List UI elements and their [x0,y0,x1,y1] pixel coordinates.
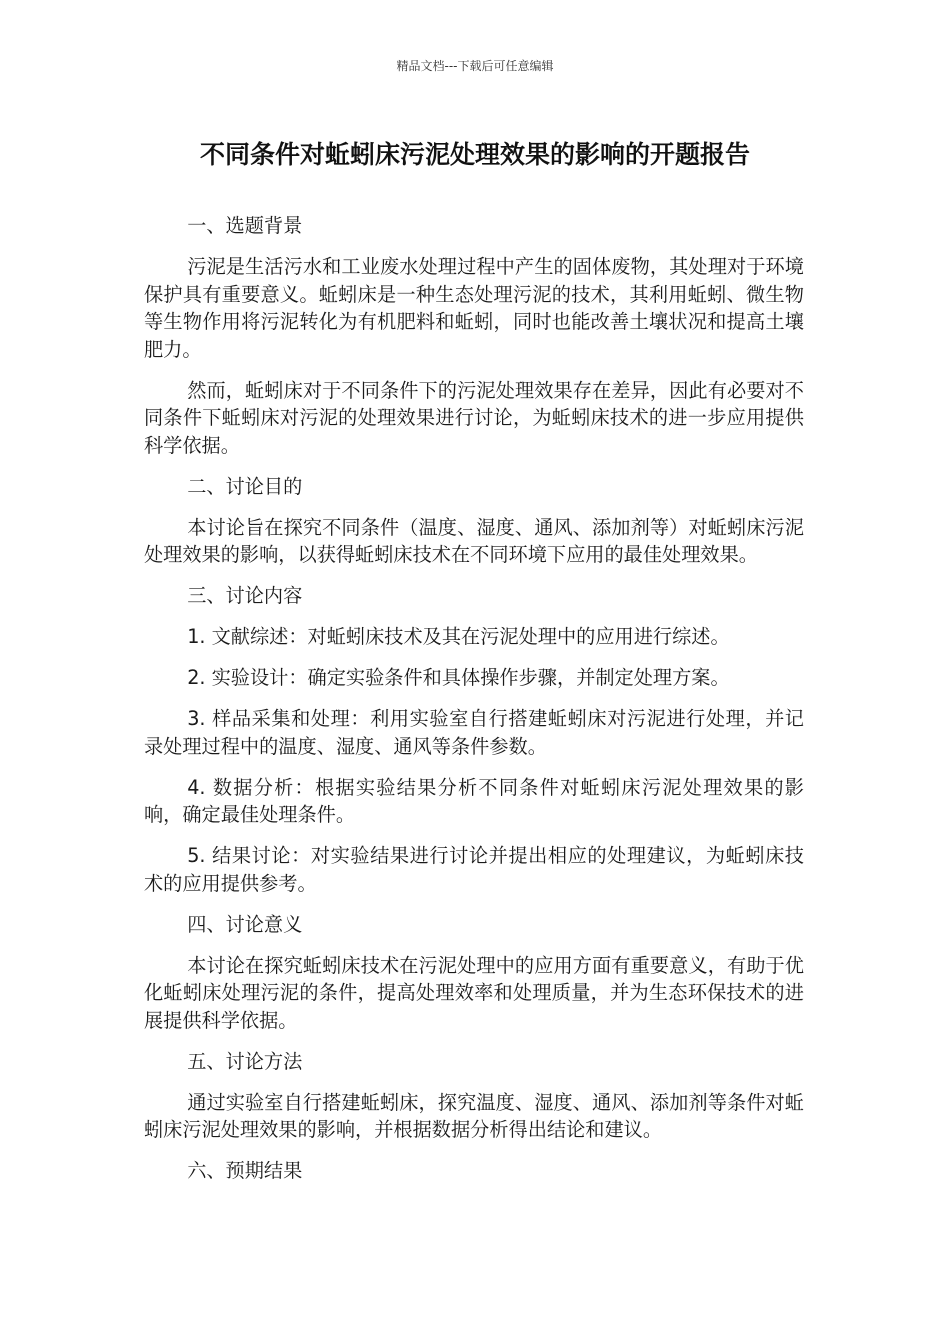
list-item: 3. 样品采集和处理：利用实验室自行搭建蚯蚓床对污泥进行处理，并记录处理过程中的温度、湿度、通风等条件参数。 [144,707,804,758]
paragraph: 通过实验室自行搭建蚯蚓床，探究温度、湿度、通风、添加剂等条件对蚯蚓床污泥处理效果的影响，并根据数据分析得出结论和建议。 [144,1090,804,1141]
list-item: 2. 实验设计：确定实验条件和具体操作步骤，并制定处理方案。 [187,666,730,689]
document-title: 不同条件对蚯蚓床污泥处理效果的影响的开题报告 [199,140,750,169]
section-heading-background: 一、选题背景 [187,214,303,237]
section-heading-purpose: 二、讨论目的 [187,474,303,498]
section-heading-method: 五、讨论方法 [187,1049,303,1073]
header-note: 精品文档---下载后可任意编辑 [396,59,554,73]
list-item: 5. 结果讨论：对实验结果进行讨论并提出相应的处理建议，为蚯蚓床技术的应用提供参考。 [144,844,804,895]
section-heading-significance: 四、讨论意义 [187,912,303,936]
list-item: 4. 数据分析：根据实验结果分析不同条件对蚯蚓床污泥处理效果的影响，确定最佳处理条件。 [144,775,804,826]
section-heading-content: 三、讨论内容 [187,584,303,607]
list-item: 1. 文献综述：对蚯蚓床技术及其在污泥处理中的应用进行综述。 [187,625,730,648]
paragraph: 本讨论旨在探究不同条件（温度、湿度、通风、添加剂等）对蚯蚓床污泥处理效果的影响，以获得蚯蚓床技术在不同环境下应用的最佳处理效果。 [144,515,804,566]
paragraph: 然而，蚯蚓床对于不同条件下的污泥处理效果存在差异，因此有必要对不同条件下蚯蚓床对污泥的处理效果进行讨论，为蚯蚓床技术的进一步应用提供科学依据。 [144,378,804,457]
paragraph: 本讨论在探究蚯蚓床技术在污泥处理中的应用方面有重要意义，有助于优化蚯蚓床处理污泥的条件，提高处理效率和处理质量，并为生态环保技术的进展提供科学依据。 [144,953,804,1032]
paragraph: 污泥是生活污水和工业废水处理过程中产生的固体废物，其处理对于环境保护具有重要意义。蚯蚓床是一种生态处理污泥的技术，其利用蚯蚓、微生物等生物作用将污泥转化为有机肥料和蚯蚓，同时也能改善土壤状况和提高土壤肥力。 [144,255,804,361]
section-heading-expected-results: 六、预期结果 [187,1159,303,1182]
document-body [144,212,804,1198]
